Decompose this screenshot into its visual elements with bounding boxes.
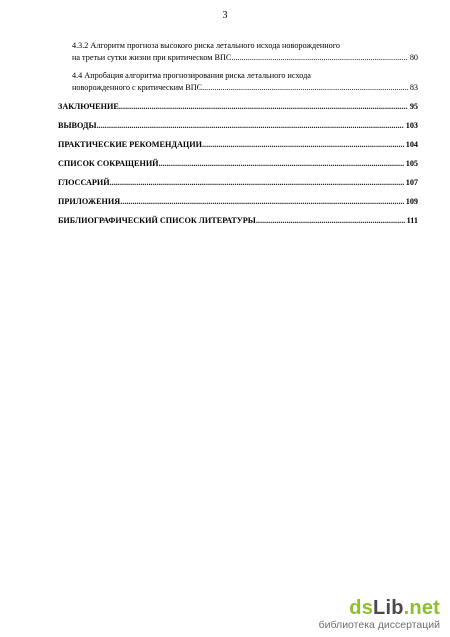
toc-entry-text: на третьи сутки жизни при критическом ВПС. — [72, 52, 234, 62]
page-number: 3 — [222, 10, 228, 21]
dslib-subtitle: библиотека диссертаций — [318, 619, 440, 631]
toc-entry-text: БИБЛИОГРАФИЧЕСКИЙ СПИСОК ЛИТЕРАТУРЫ — [58, 216, 256, 226]
toc-entry-recommendations — [58, 139, 418, 151]
leader-dots — [159, 158, 404, 170]
toc-entry-text: 4.3.2 Алгоритм прогноза высокого риска летального исхода новорожденного — [72, 41, 340, 50]
toc-page-number: 109 — [405, 197, 418, 207]
toc-entry-text: ЗАКЛЮЧЕНИЕ — [58, 101, 119, 111]
toc-entry-appendices — [58, 196, 418, 208]
toc-page-number: 103 — [405, 120, 418, 130]
leader-dots — [120, 196, 404, 208]
toc-page-number: 105 — [405, 158, 418, 168]
toc-entry-findings — [58, 120, 418, 132]
leader-dots — [119, 101, 408, 113]
toc-entry-text: 4.4 Апробация алгоритма прогнозирования риска летального исхода — [72, 71, 311, 80]
leader-dots — [233, 52, 407, 64]
toc-entry-text: ПРАКТИЧЕСКИЕ РЕКОМЕНДАЦИИ — [58, 139, 202, 149]
toc-entry-4-4 — [58, 70, 418, 93]
leader-dots — [202, 139, 404, 151]
toc-page-number: 95 — [409, 101, 418, 111]
leader-dots — [256, 215, 405, 227]
toc-entry-bibliography — [58, 215, 418, 227]
toc-entry-abbreviations — [58, 158, 418, 170]
toc-entry-text: ВЫВОДЫ — [58, 120, 97, 130]
leader-dots — [204, 82, 408, 94]
toc-entry-conclusion — [58, 101, 418, 113]
toc-entry-text: ГЛОССАРИЙ — [58, 177, 110, 187]
leader-dots — [110, 177, 404, 189]
toc-page-number: 111 — [406, 216, 418, 226]
toc-page-number: 83 — [409, 82, 418, 92]
toc-entry-4-3-2 — [58, 40, 418, 63]
toc-page-number: 107 — [405, 177, 418, 187]
toc-page-number: 80 — [409, 52, 418, 62]
table-of-contents — [58, 40, 418, 227]
leader-dots — [97, 120, 404, 132]
toc-entry-text: новорожденного с критическим ВПС. — [72, 82, 205, 92]
toc-page-number: 104 — [405, 139, 418, 149]
toc-entry-text: СПИСОК СОКРАЩЕНИЙ — [58, 158, 159, 168]
dslib-watermark — [319, 597, 440, 631]
toc-entry-glossary — [58, 177, 418, 189]
dslib-logo: dsLib.net — [349, 597, 440, 619]
toc-entry-text: ПРИЛОЖЕНИЯ — [58, 197, 121, 207]
